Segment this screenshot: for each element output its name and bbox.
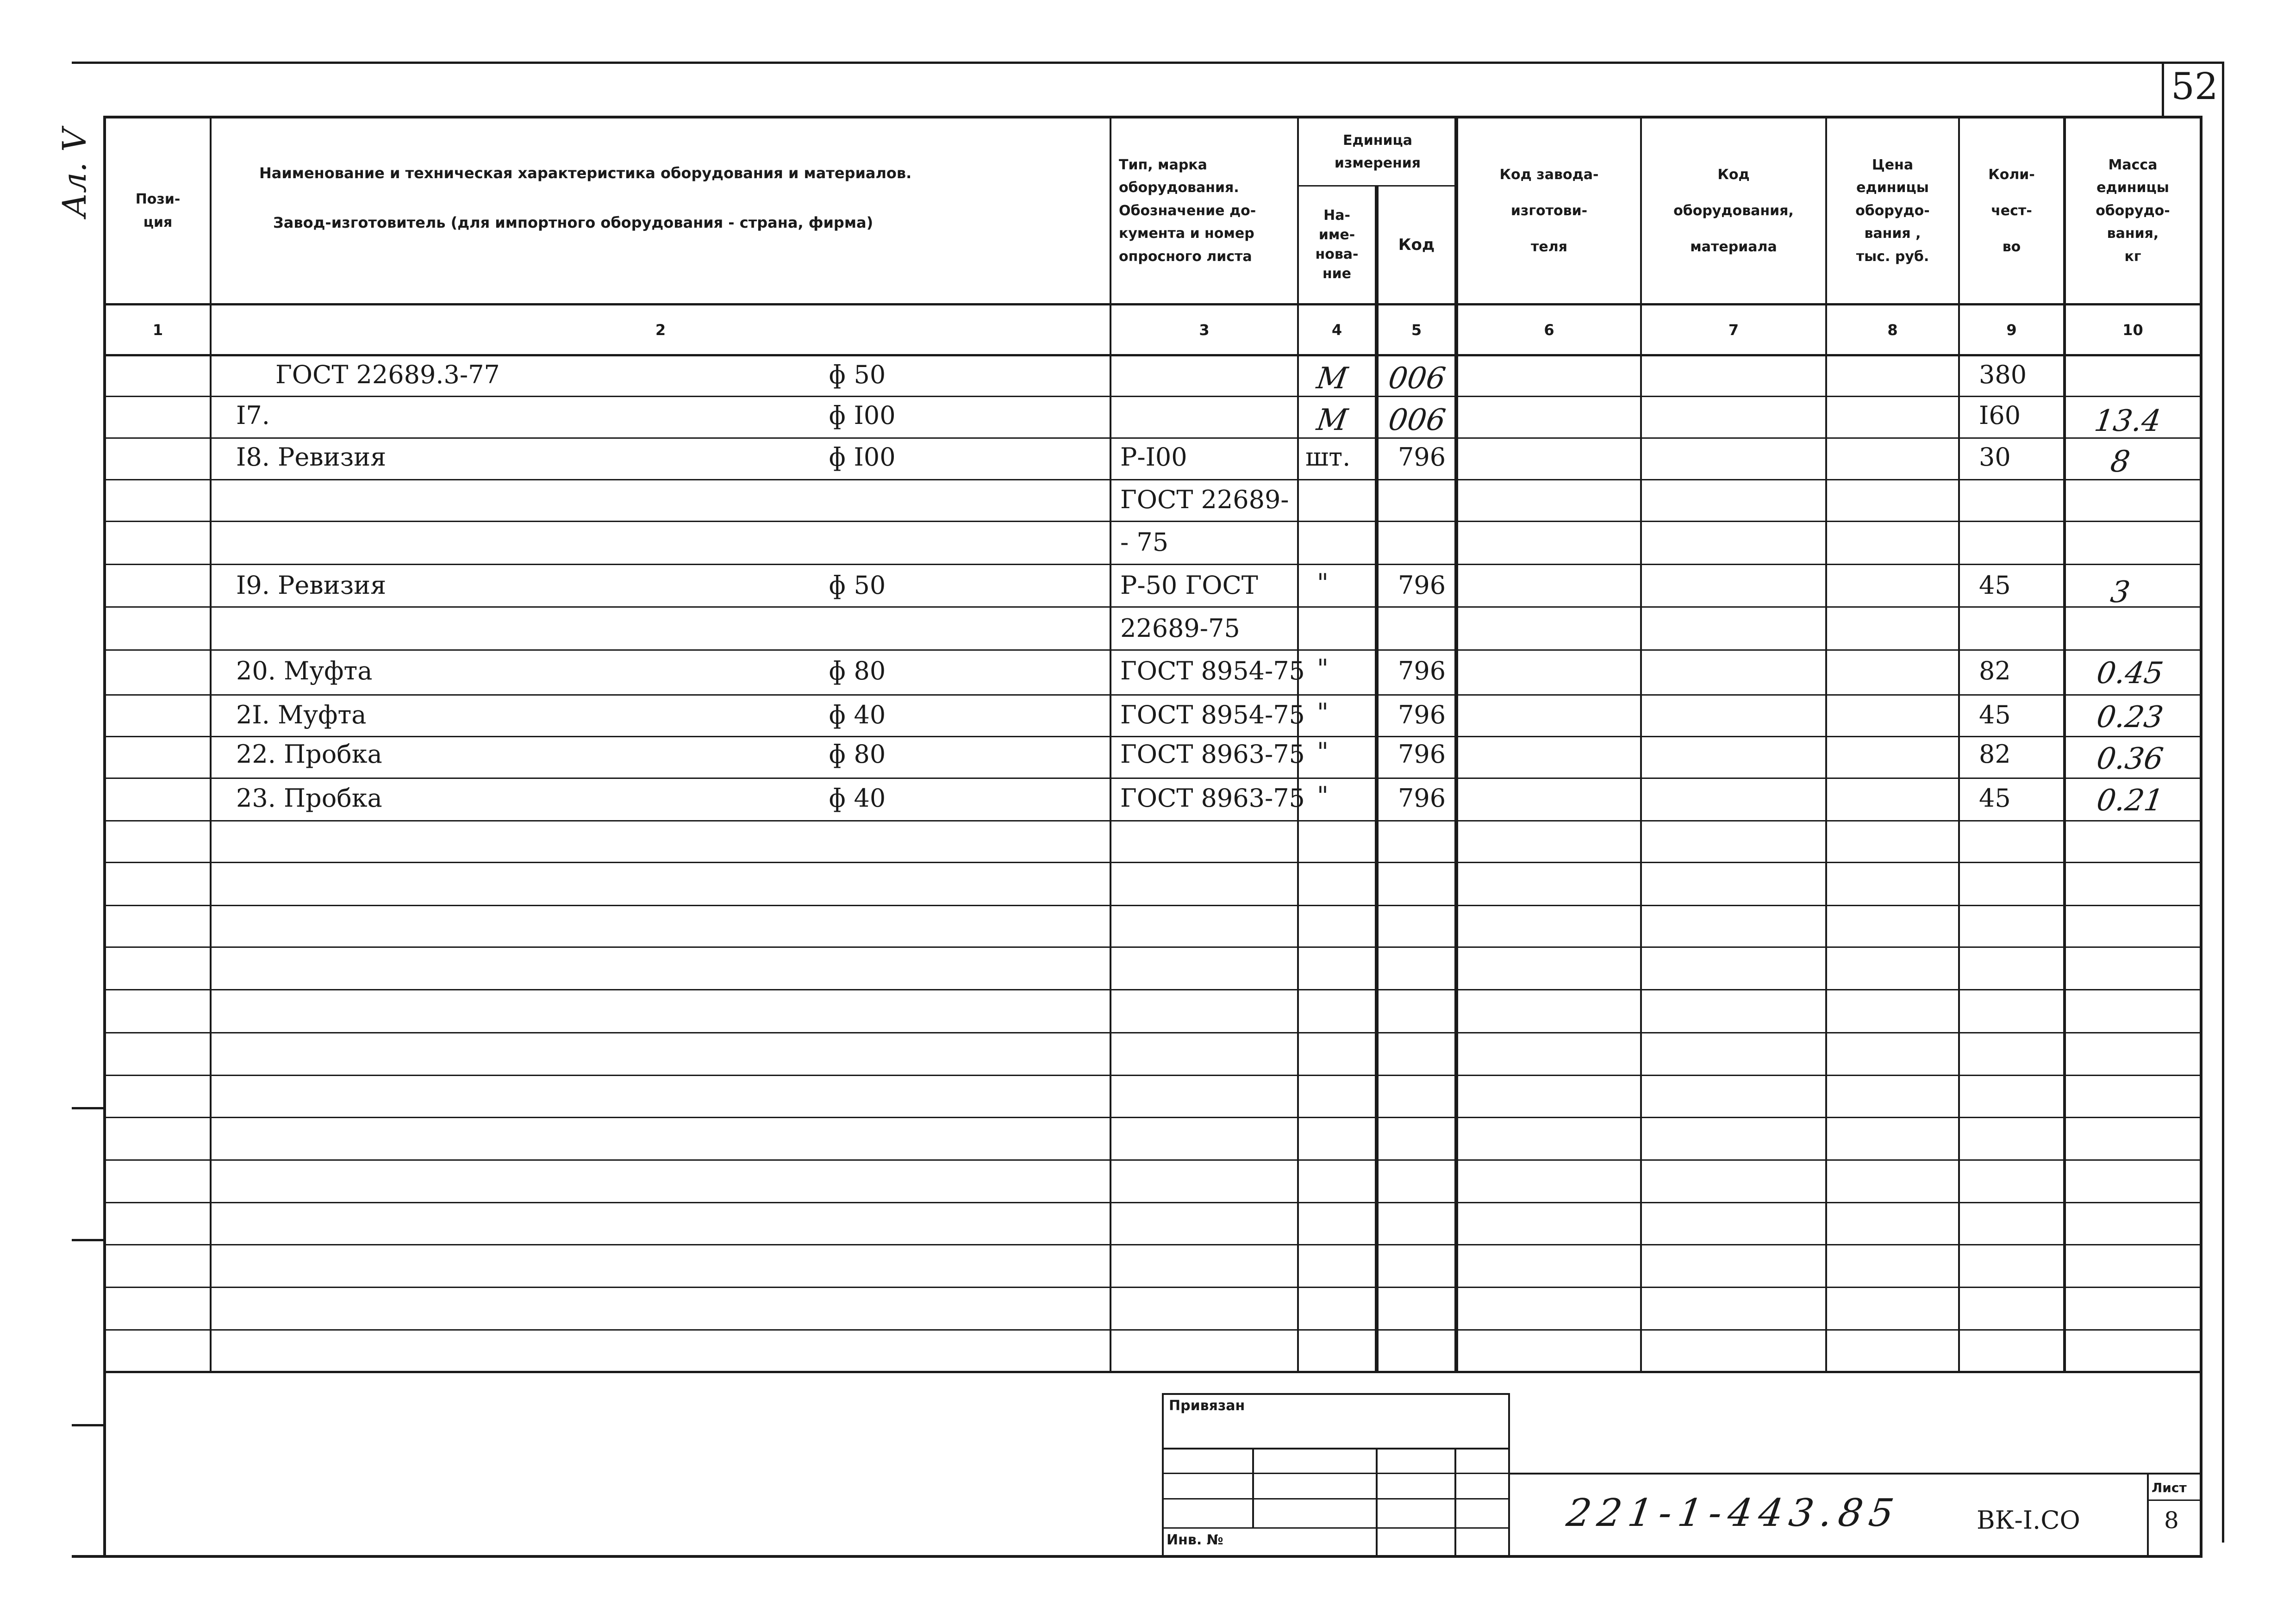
item-name: ГОСТ 22689.3-77 xyxy=(275,360,500,389)
item-quantity: 45 xyxy=(1979,784,2011,813)
item-unit-code: 796 xyxy=(1398,700,1446,729)
item-unit: " xyxy=(1317,568,1329,597)
item-unit: М xyxy=(1314,361,1350,396)
top-border xyxy=(72,62,2224,64)
margin-tick xyxy=(72,1424,104,1426)
item-unit: " xyxy=(1317,698,1329,727)
header-factory-code: Код завода- изготови- теля xyxy=(1499,166,1599,255)
item-quantity: 45 xyxy=(1979,571,2011,600)
header-quantity: Коли- чест- во xyxy=(1988,166,2035,255)
item-name: 2I. Муфта xyxy=(236,700,367,729)
header-type: Тип, марка оборудования. Обозначение до- кумента и номер опросного листа xyxy=(1119,156,1256,265)
page-number: 52 xyxy=(2171,65,2218,108)
sheet-label: Лист xyxy=(2152,1480,2187,1495)
item-type: ГОСТ 22689- xyxy=(1120,485,1289,514)
item-mass: 0.45 xyxy=(2094,656,2165,691)
document-code: 221-1-443.85 xyxy=(1564,1491,1903,1535)
bottom-border xyxy=(72,1555,2202,1558)
table-end-line xyxy=(104,1371,2201,1373)
margin-tick xyxy=(72,1239,104,1241)
page-box-right xyxy=(2222,62,2224,1543)
item-name: I9. Ревизия xyxy=(236,571,387,600)
col-num-9: 9 xyxy=(2006,321,2017,339)
item-diameter: ɸ I00 xyxy=(829,401,896,430)
item-diameter: ɸ 80 xyxy=(829,740,886,769)
item-mass: 3 xyxy=(2108,575,2132,610)
header-mass: Масса единицы оборудо- вания, кг xyxy=(2096,156,2170,265)
item-quantity: 82 xyxy=(1979,656,2011,685)
item-diameter: ɸ 40 xyxy=(829,700,886,729)
item-unit-code: 796 xyxy=(1398,571,1446,600)
side-note: Ал. V xyxy=(56,128,94,218)
col-num-6: 6 xyxy=(1544,321,1554,339)
item-unit-code: 006 xyxy=(1386,361,1448,396)
item-mass: 8 xyxy=(2108,445,2132,479)
item-type: ГОСТ 8954-75 xyxy=(1120,700,1305,729)
item-mass: 13.4 xyxy=(2092,404,2163,438)
item-diameter: ɸ I00 xyxy=(829,442,896,472)
item-type: Р-50 ГОСТ xyxy=(1120,571,1258,600)
item-quantity: 380 xyxy=(1979,360,2027,389)
item-unit-code: 796 xyxy=(1398,740,1446,769)
item-name: I8. Ревизия xyxy=(236,442,387,472)
document-mark: ВК-I.СО xyxy=(1977,1506,2080,1535)
item-type: ГОСТ 8963-75 xyxy=(1120,784,1305,813)
table-right xyxy=(2200,116,2202,1557)
col-num-4: 4 xyxy=(1331,321,1342,339)
item-unit-code: 796 xyxy=(1398,442,1446,472)
header-position: Пози- ция xyxy=(135,191,181,230)
col-num-10: 10 xyxy=(2122,321,2143,339)
item-unit-code: 796 xyxy=(1398,656,1446,685)
col-num-1: 1 xyxy=(152,321,163,339)
stamp-attached-label: Привязан xyxy=(1169,1398,1245,1414)
sheet-number: 8 xyxy=(2164,1507,2179,1534)
item-mass: 0.36 xyxy=(2094,742,2165,776)
item-quantity: 30 xyxy=(1979,442,2011,472)
item-unit: М xyxy=(1314,403,1350,437)
header-name-line1: Наименование и техническая характеристика оборудования и материалов. xyxy=(259,164,912,182)
item-diameter: ɸ 80 xyxy=(829,656,886,685)
item-unit: " xyxy=(1317,781,1329,810)
header-equipment-code: Код оборудования, материала xyxy=(1673,166,1794,255)
item-quantity: 82 xyxy=(1979,740,2011,769)
col-num-5: 5 xyxy=(1411,321,1422,339)
item-unit: " xyxy=(1317,737,1329,766)
item-type: 22689-75 xyxy=(1120,614,1240,643)
header-unit-group: Единица измерения xyxy=(1334,132,1421,171)
item-type: - 75 xyxy=(1120,528,1169,557)
item-name: 23. Пробка xyxy=(236,784,382,813)
item-unit: " xyxy=(1317,654,1329,683)
stamp-inventory-label: Инв. № xyxy=(1167,1532,1223,1548)
item-unit-code: 006 xyxy=(1386,403,1448,437)
item-quantity: 45 xyxy=(1979,700,2011,729)
col-num-7: 7 xyxy=(1728,321,1739,339)
col-num-2: 2 xyxy=(655,321,666,339)
item-type: ГОСТ 8954-75 xyxy=(1120,656,1305,685)
item-type: ГОСТ 8963-75 xyxy=(1120,740,1305,769)
item-mass: 0.23 xyxy=(2094,700,2165,734)
header-name-line2: Завод-изготовитель (для импортного оборудования - страна, фирма) xyxy=(273,214,873,231)
item-diameter: ɸ 50 xyxy=(829,571,886,600)
item-name: I7. xyxy=(236,401,270,430)
item-quantity: I60 xyxy=(1979,401,2021,430)
header-unit-code: Код xyxy=(1398,235,1435,254)
item-name: 20. Муфта xyxy=(236,656,373,685)
item-unit: шт. xyxy=(1305,442,1351,472)
page-box-left xyxy=(2162,62,2164,117)
item-name: 22. Пробка xyxy=(236,740,382,769)
item-unit-code: 796 xyxy=(1398,784,1446,813)
header-unit-name: На- име- нова- ние xyxy=(1315,207,1359,282)
col-num-3: 3 xyxy=(1199,321,1210,339)
col-num-8: 8 xyxy=(1887,321,1898,339)
item-diameter: ɸ 40 xyxy=(829,784,886,813)
margin-tick xyxy=(72,1107,104,1109)
header-price: Цена единицы оборудо- вания , тыс. руб. xyxy=(1855,156,1930,265)
item-mass: 0.21 xyxy=(2094,784,2165,818)
item-diameter: ɸ 50 xyxy=(829,360,886,389)
item-type: Р-I00 xyxy=(1120,442,1187,472)
